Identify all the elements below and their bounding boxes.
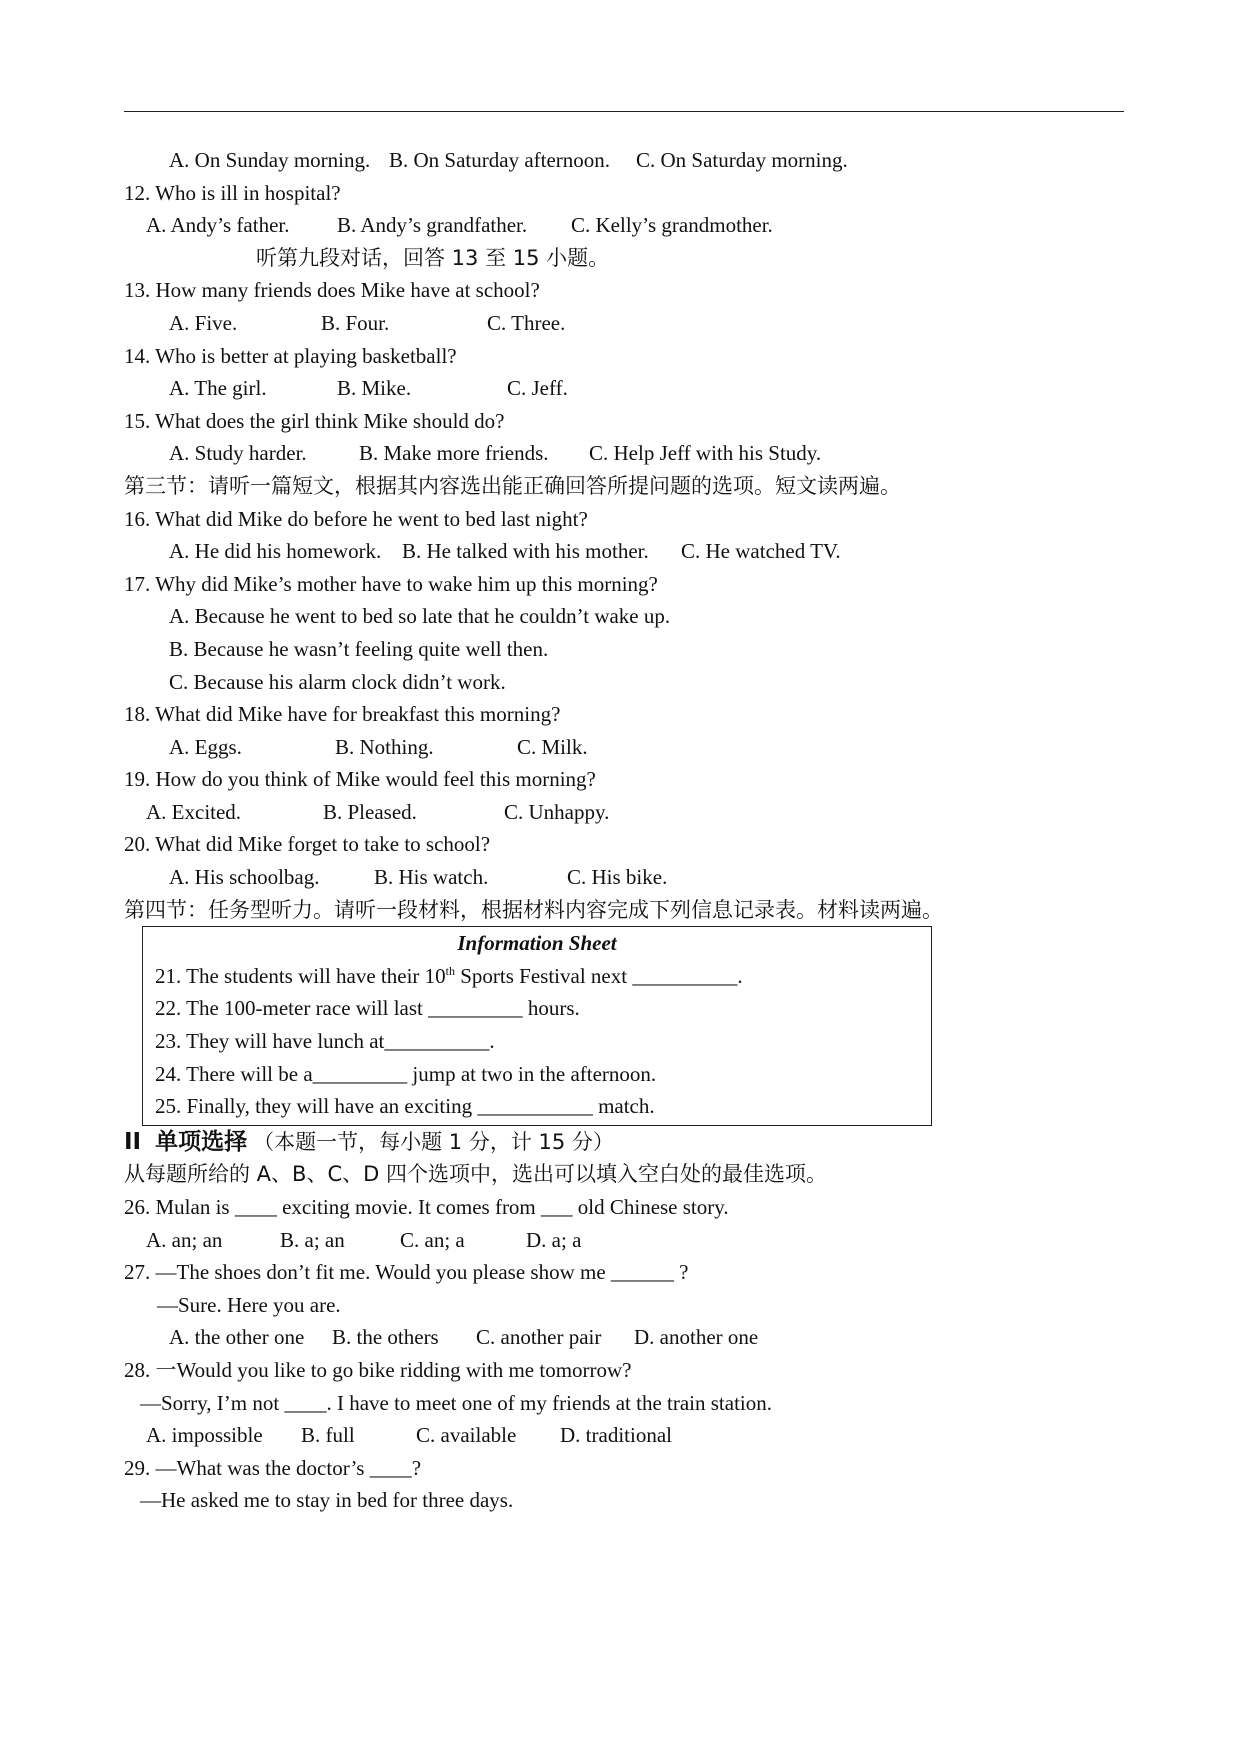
q26-option-d[interactable]: D. a; a bbox=[526, 1227, 582, 1252]
info-q21-text-b: Sports Festival next __________. bbox=[455, 963, 743, 988]
q13-options bbox=[124, 307, 1124, 340]
q16-option-c[interactable]: C. He watched TV. bbox=[681, 539, 841, 564]
info-q21-ordinal: th bbox=[445, 963, 455, 978]
q19-option-b[interactable]: B. Pleased. bbox=[323, 799, 417, 824]
q26-option-c[interactable]: C. an; a bbox=[400, 1227, 465, 1252]
q27-stem: 27. —The shoes don’t fit me. Would you please show me ______ ? bbox=[124, 1260, 689, 1285]
q26-stem: 26. Mulan is ____ exciting movie. It comes from ___ old Chinese story. bbox=[124, 1195, 729, 1219]
part2-header bbox=[124, 1126, 1124, 1159]
part2-roman-numeral: II bbox=[124, 1128, 142, 1155]
q14-options bbox=[124, 372, 1124, 405]
q28-option-d[interactable]: D. traditional bbox=[560, 1423, 672, 1448]
q17-option-a[interactable]: A. Because he went to bed so late that he couldn’t wake up. bbox=[169, 604, 671, 629]
q28-option-b[interactable]: B. full bbox=[301, 1423, 355, 1448]
q27-options bbox=[124, 1321, 1124, 1354]
q13-stem: 13. How many friends does Mike have at school? bbox=[124, 278, 540, 303]
q28-option-a[interactable]: A. impossible bbox=[146, 1423, 263, 1448]
q20-option-c[interactable]: C. His bike. bbox=[567, 865, 668, 890]
q20-stem: 20. What did Mike forget to take to school? bbox=[124, 832, 491, 857]
q12-stem: 12. Who is ill in hospital? bbox=[124, 180, 341, 205]
part2-note: （本题一节，每小题 1 分，计 15 分） bbox=[253, 1129, 614, 1154]
q28-options bbox=[124, 1419, 1124, 1452]
q15-option-a[interactable]: A. Study harder. bbox=[169, 441, 307, 466]
q29-stem: 29. —What was the doctor’s ____? bbox=[124, 1455, 422, 1480]
section3-header: 第三节：请听一篇短文，根据其内容选出能正确回答所提问题的选项。短文读两遍。 bbox=[124, 473, 901, 498]
q13-option-c[interactable]: C. Three. bbox=[487, 310, 566, 335]
q27-option-d[interactable]: D. another one bbox=[634, 1325, 759, 1350]
q29-reply: —He asked me to stay in bed for three days. bbox=[140, 1488, 514, 1513]
q14-option-c[interactable]: C. Jeff. bbox=[507, 376, 568, 401]
q15-option-c[interactable]: C. Help Jeff with his Study. bbox=[589, 441, 822, 466]
info-q23: 23. They will have lunch at__________. bbox=[155, 1029, 495, 1054]
q11-option-a[interactable]: A. On Sunday morning. bbox=[169, 148, 371, 172]
q19-stem: 19. How do you think of Mike would feel this morning? bbox=[124, 767, 596, 792]
q18-stem: 18. What did Mike have for breakfast this morning? bbox=[124, 702, 561, 727]
q26-options bbox=[124, 1224, 1124, 1257]
q18-option-b[interactable]: B. Nothing. bbox=[335, 734, 434, 759]
info-q24: 24. There will be a_________ jump at two in the afternoon. bbox=[155, 1061, 657, 1086]
q28-option-c[interactable]: C. available bbox=[416, 1423, 517, 1448]
q12-option-c[interactable]: C. Kelly’s grandmother. bbox=[571, 213, 773, 238]
part2-title: 单项选择 bbox=[155, 1128, 248, 1155]
q12-option-a[interactable]: A. Andy’s father. bbox=[146, 213, 290, 238]
q28-reply: —Sorry, I’m not ____. I have to meet one of my friends at the train station. bbox=[140, 1390, 772, 1415]
section4-header: 第四节：任务型听力。请听一段材料，根据材料内容完成下列信息记录表。材料读两遍。 bbox=[124, 897, 943, 922]
q12-option-b[interactable]: B. Andy’s grandfather. bbox=[337, 213, 528, 238]
q18-option-c[interactable]: C. Milk. bbox=[517, 734, 588, 759]
q20-options bbox=[124, 861, 1124, 894]
q20-option-b[interactable]: B. His watch. bbox=[374, 865, 489, 890]
q16-stem: 16. What did Mike do before he went to bed last night? bbox=[124, 506, 588, 531]
q15-stem: 15. What does the girl think Mike should do? bbox=[124, 408, 505, 433]
q19-options bbox=[124, 796, 1124, 829]
q19-option-a[interactable]: A. Excited. bbox=[146, 799, 242, 824]
q17-stem: 17. Why did Mike’s mother have to wake him up this morning? bbox=[124, 571, 658, 596]
q27-option-a[interactable]: A. the other one bbox=[169, 1325, 305, 1350]
q15-options bbox=[124, 437, 1124, 470]
q26-option-a[interactable]: A. an; an bbox=[146, 1227, 223, 1252]
q17-option-b[interactable]: B. Because he wasn’t feeling quite well then. bbox=[169, 636, 549, 661]
q27-option-b[interactable]: B. the others bbox=[332, 1325, 439, 1350]
info-q21 bbox=[143, 960, 931, 993]
q20-option-a[interactable]: A. His schoolbag. bbox=[169, 865, 320, 890]
info-q25: 25. Finally, they will have an exciting ___________ match. bbox=[155, 1094, 655, 1119]
q18-option-a[interactable]: A. Eggs. bbox=[169, 734, 242, 759]
q18-options bbox=[124, 731, 1124, 764]
q27-option-c[interactable]: C. another pair bbox=[476, 1325, 602, 1350]
q13-option-a[interactable]: A. Five. bbox=[169, 310, 238, 335]
information-sheet bbox=[142, 926, 932, 1126]
q17-option-c[interactable]: C. Because his alarm clock didn’t work. bbox=[169, 669, 506, 694]
q11-option-b[interactable]: B. On Saturday afternoon. bbox=[389, 148, 611, 172]
q13-option-b[interactable]: B. Four. bbox=[321, 310, 390, 335]
q16-options bbox=[124, 535, 1124, 568]
q12-options bbox=[124, 209, 1124, 242]
q14-option-a[interactable]: A. The girl. bbox=[169, 376, 267, 401]
q27-reply: —Sure. Here you are. bbox=[157, 1292, 341, 1317]
information-sheet-title: Information Sheet bbox=[457, 931, 617, 956]
info-q22: 22. The 100-meter race will last _________ hours. bbox=[155, 996, 580, 1021]
part2-title-group bbox=[124, 1129, 247, 1154]
header-rule bbox=[124, 111, 1124, 112]
q14-stem: 14. Who is better at playing basketball? bbox=[124, 343, 457, 368]
q26-option-b[interactable]: B. a; an bbox=[280, 1227, 345, 1252]
info-q21-text-a: 21. The students will have their 10 bbox=[155, 963, 446, 988]
q16-option-a[interactable]: A. He did his homework. bbox=[169, 539, 382, 564]
q15-option-b[interactable]: B. Make more friends. bbox=[359, 441, 549, 466]
q11-options bbox=[124, 144, 1124, 177]
q16-option-b[interactable]: B. He talked with his mother. bbox=[402, 539, 649, 564]
q11-option-c[interactable]: C. On Saturday morning. bbox=[636, 148, 848, 172]
q14-option-b[interactable]: B. Mike. bbox=[337, 376, 412, 401]
q19-option-c[interactable]: C. Unhappy. bbox=[504, 799, 610, 824]
part2-instruction: 从每题所给的 A、B、C、D 四个选项中，选出可以填入空白处的最佳选项。 bbox=[124, 1162, 827, 1187]
dialog9-header: 听第九段对话，回答 13 至 15 小题。 bbox=[256, 245, 610, 270]
q28-stem: 28. 一Would you like to go bike ridding with me tomorrow? bbox=[124, 1357, 632, 1382]
exam-content bbox=[124, 144, 1124, 1517]
